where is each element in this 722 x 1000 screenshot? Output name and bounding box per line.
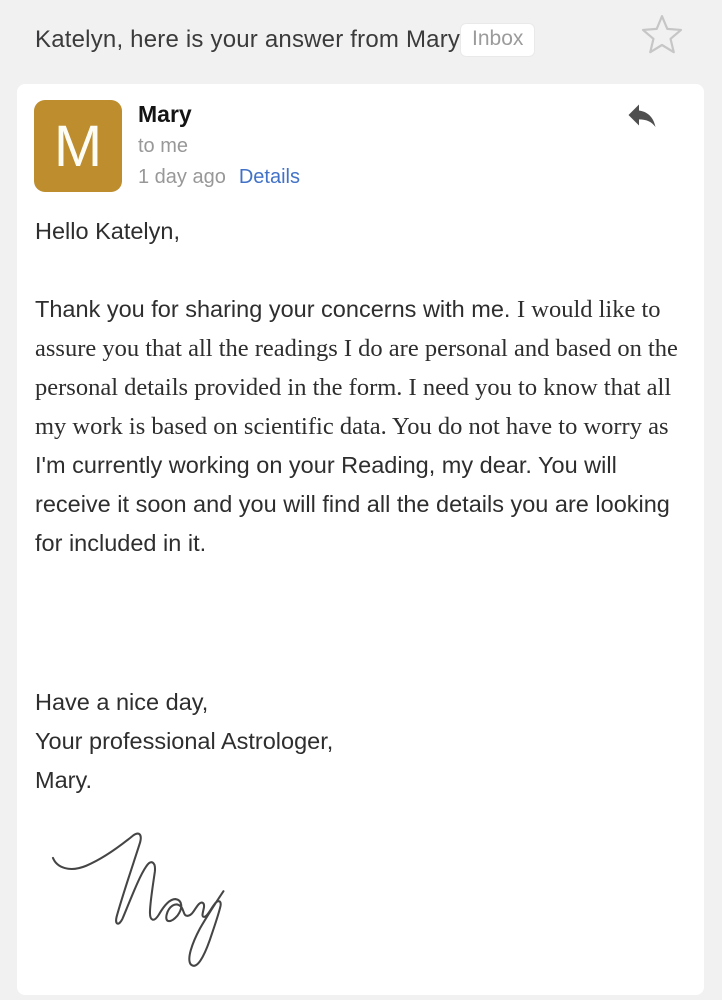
- star-button[interactable]: [637, 11, 687, 59]
- handwritten-signature-mary: [50, 828, 688, 988]
- email-subject: Katelyn, here is your answer from Mary: [35, 26, 461, 53]
- star-outline-icon: [637, 46, 687, 63]
- timestamp: 1 day ago: [138, 166, 226, 188]
- subject-bar: [0, 0, 722, 84]
- paragraph-sans-1: Thank you for sharing your concerns with me.: [35, 296, 517, 322]
- paragraph-serif: I would like to assure you that all the readings I do are personal and based on the personal details provided in the form. I need you to know that all my work is based on scientific data. You do not have to worry as: [35, 296, 678, 440]
- email-card: [17, 84, 704, 995]
- signoff-line-3: Mary.: [35, 767, 93, 793]
- sender-avatar[interactable]: M: [34, 100, 122, 192]
- reply-arrow-icon: [622, 120, 662, 137]
- email-body: [35, 212, 688, 988]
- recipient-label: to me: [138, 135, 189, 157]
- sender-name: Mary: [138, 101, 192, 127]
- main-paragraph: [35, 290, 688, 563]
- paragraph-sans-2: I'm currently working on your Reading, my dear. You will receive it soon and you will find all the details you are looking for included in it.: [35, 452, 670, 556]
- details-link[interactable]: Details: [238, 166, 300, 188]
- signoff-line-1: Have a nice day,: [35, 689, 209, 715]
- email-meta-row: [138, 166, 300, 189]
- inbox-label-badge[interactable]: Inbox: [461, 24, 534, 56]
- signoff-block: [35, 683, 688, 800]
- greeting-line: Hello Katelyn,: [35, 218, 180, 244]
- reply-button[interactable]: [622, 97, 662, 133]
- signoff-line-2: Your professional Astrologer,: [35, 728, 334, 754]
